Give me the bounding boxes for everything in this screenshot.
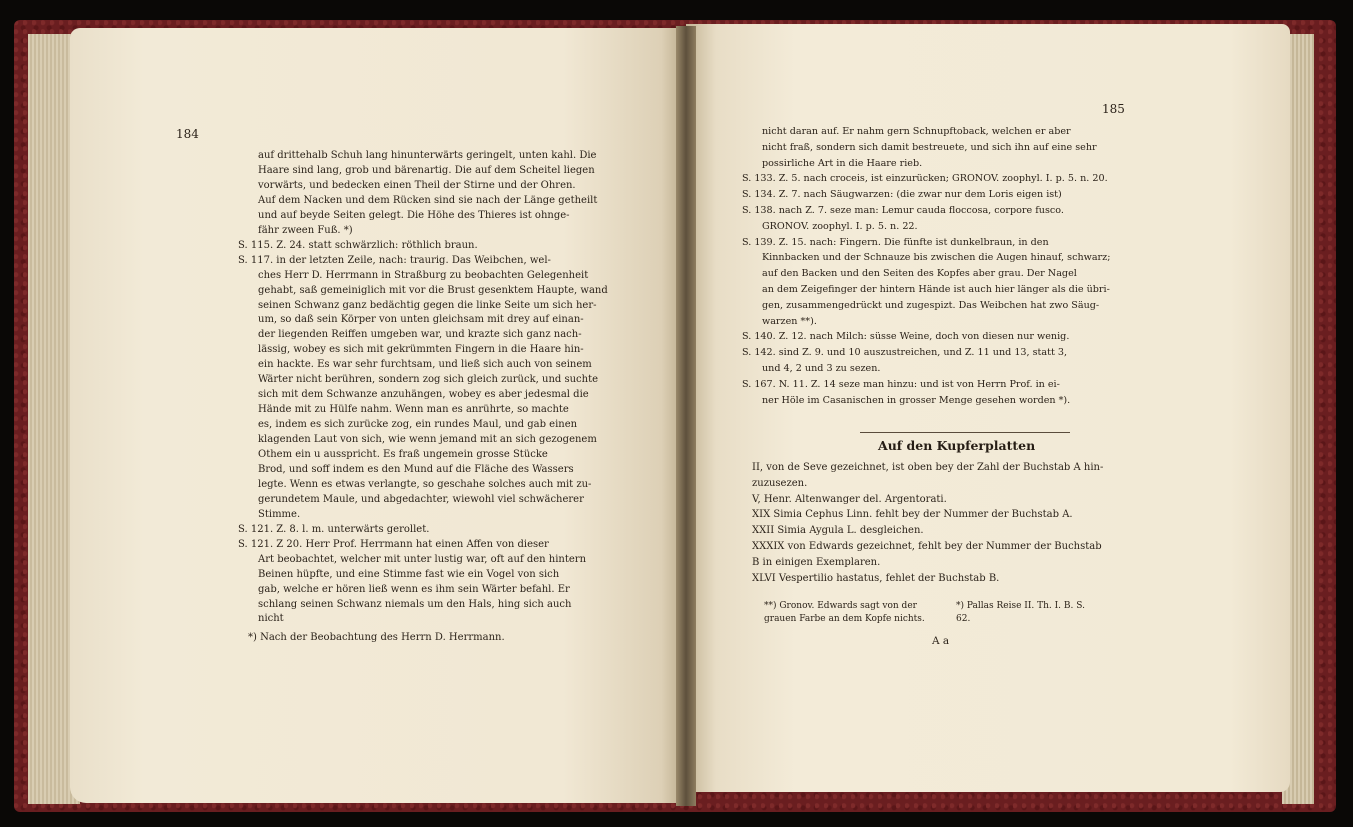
text-line: seinen Schwanz ganz bedächtig gegen die linke Seite um sich her- [258, 299, 597, 311]
footnote-line: grauen Farbe an dem Kopfe nichts. [764, 614, 925, 624]
heading-rule [860, 432, 1070, 433]
text-line: S. 138. nach Z. 7. seze man: Lemur cauda floccosa, corpore fusco. [742, 205, 1064, 216]
footnote-line: 62. [956, 614, 971, 624]
text-line: S. 133. Z. 5. nach croceis, ist einzurücken; GRONOV. zoophyl. I. p. 5. n. 20. [742, 173, 1108, 185]
text-line: Haare sind lang, grob und bärenartig. Die auf dem Scheitel liegen [258, 164, 595, 176]
text-line: auf drittehalb Schuh lang hinunterwärts geringelt, unten kahl. Die [258, 150, 597, 161]
text-line: auf den Backen und den Seiten des Kopfes aber grau. Der Nagel [762, 268, 1077, 280]
footnote-line: **) Gronov. Edwards sagt von der [764, 601, 917, 611]
text-line: S. 121. Z. 8. l. m. unterwärts gerollet. [238, 523, 430, 535]
footnote-pallas [956, 600, 1085, 626]
text-line: es, indem es sich zurücke zog, ein rundes Maul, und gab einen [258, 419, 578, 431]
text-line: nicht fraß, sondern sich damit bestreuete, und sich ihn auf eine sehr [762, 141, 1097, 153]
text-line: sich mit dem Schwanze anzuhängen, wobey es aber jedesmal die [258, 389, 589, 401]
text-line: XXXIX von Edwards gezeichnet, fehlt bey der Nummer der Buchstab [752, 541, 1102, 552]
text-line: lässig, wobey es sich mit gekrümmten Fingern in die Haare hin- [258, 344, 584, 356]
text-line: S. 117. in der letzten Zeile, nach: traurig. Das Weibchen, wel- [238, 254, 551, 266]
book-gutter [676, 26, 696, 806]
text-line: Kinnbacken und der Schnauze bis zwischen die Augen hinauf, schwarz; [762, 252, 1111, 264]
text-line: V, Henr. Altenwanger del. Argentorati. [752, 493, 947, 505]
text-line: nicht daran auf. Er nahm gern Schnupftoback, welchen er aber [762, 126, 1071, 137]
text-line: gen, zusammengedrückt und zugespizt. Das Weibchen hat zwo Säug- [762, 299, 1100, 311]
text-line: B in einigen Exemplaren. [752, 556, 881, 568]
text-line: GRONOV. zoophyl. I. p. 5. n. 22. [762, 220, 918, 232]
text-line: gerundetem Maule, und abgedachter, wiewohl viel schwächerer [258, 493, 584, 505]
text-line: Othem ein u ausspricht. Es fraß ungemein grosse Stücke [258, 449, 548, 460]
text-line: S. 142. sind Z. 9. und 10 auszustreichen, und Z. 11 und 13, statt 3, [742, 347, 1068, 359]
text-line: gab, welche er hören ließ wenn es ihm sein Wärter befahl. Er [258, 583, 570, 595]
text-line: zuzusezen. [752, 477, 808, 489]
text-line: S. 115. Z. 24. statt schwärzlich: röthlich braun. [238, 239, 478, 251]
text-line: ein hackte. Es war sehr furchtsam, und ließ sich auch von seinem [258, 359, 592, 371]
text-line: an dem Zeigefinger der hintern Hände ist auch hier länger als die übri- [762, 284, 1110, 295]
text-line: und 4, 2 und 3 zu sezen. [762, 363, 881, 374]
text-line: klagenden Laut von sich, wie wenn jemand mit an sich gezogenem [258, 434, 597, 446]
text-line: S. 140. Z. 12. nach Milch: süsse Weine, doch von diesen nur wenig. [742, 331, 1070, 343]
text-line: der liegenden Reiffen umgeben war, und krazte sich ganz nach- [258, 329, 582, 341]
footnote-gronov [764, 600, 925, 626]
text-line: XLVI Vespertilio hastatus, fehlet der Buchstab B. [752, 572, 1000, 584]
text-line: und auf beyde Seiten gelegt. Die Höhe des Thieres ist ohnge- [258, 209, 570, 221]
text-line: Art beobachtet, welcher mit unter lustig war, oft auf den hintern [258, 553, 587, 565]
text-line: ner Höle im Casanischen in grosser Menge gesehen worden *). [762, 394, 1071, 406]
text-line: Auf dem Nacken und dem Rücken sind sie nach der Länge getheilt [258, 194, 598, 206]
text-line: Beinen hüpfte, und eine Stimme fast wie ein Vogel von sich [258, 568, 560, 580]
text-line: XIX Simia Cephus Linn. fehlt bey der Nummer der Buchstab A. [752, 509, 1073, 521]
text-line: schlang seinen Schwanz niemals um den Hals, hing sich auch [258, 598, 572, 610]
text-line: S. 134. Z. 7. nach Säugwarzen: (die zwar nur dem Loris eigen ist) [742, 189, 1062, 201]
left-footnote: *) Nach der Beobachtung des Herrn D. Herrmann. [248, 632, 505, 643]
text-line: warzen **). [762, 315, 817, 327]
page-number-left: 184 [176, 127, 199, 141]
text-line: Stimme. [258, 508, 301, 520]
plates-heading: Auf den Kupferplatten [878, 438, 1036, 453]
text-line: gehabt, saß gemeiniglich mit vor die Brust gesenktem Haupte, wand [258, 284, 608, 296]
text-line: S. 121. Z 20. Herr Prof. Herrmann hat einen Affen von dieser [238, 538, 549, 550]
text-line: XXII Simia Aygula L. desgleichen. [752, 525, 924, 537]
text-line: S. 167. N. 11. Z. 14 seze man hinzu: und ist von Herrn Prof. in ei- [742, 378, 1060, 390]
text-line: Wärter nicht berühren, sondern zog sich gleich zurück, und suchte [258, 374, 599, 386]
text-line: S. 139. Z. 15. nach: Fingern. Die fünfte ist dunkelbraun, in den [742, 236, 1049, 248]
text-line: II, von de Seve gezeichnet, ist oben bey der Zahl der Buchstab A hin- [752, 462, 1104, 473]
text-line: um, so daß sein Körper von unten gleichsam mit drey auf einan- [258, 314, 584, 326]
text-line: Hände mit zu Hülfe nahm. Wenn man es anrührte, so machte [258, 404, 569, 416]
text-line: ches Herr D. Herrmann in Straßburg zu beobachten Gelegenheit [258, 269, 589, 281]
footnote-line: *) Pallas Reise II. Th. I. B. S. [956, 601, 1085, 611]
text-line: vorwärts, und bedecken einen Theil der Stirne und der Ohren. [258, 179, 576, 191]
text-line: Brod, und soff indem es den Mund auf die Fläche des Wassers [258, 463, 574, 475]
text-line: legte. Wenn es etwas verlangte, so geschahe solches auch mit zu- [258, 478, 592, 490]
text-line: fähr zween Fuß. *) [258, 224, 353, 236]
text-line: nicht [258, 613, 284, 625]
text-line: possirliche Art in die Haare rieb. [762, 157, 923, 169]
signature-mark: A a [932, 635, 950, 647]
page-number-right: 185 [1102, 102, 1125, 116]
